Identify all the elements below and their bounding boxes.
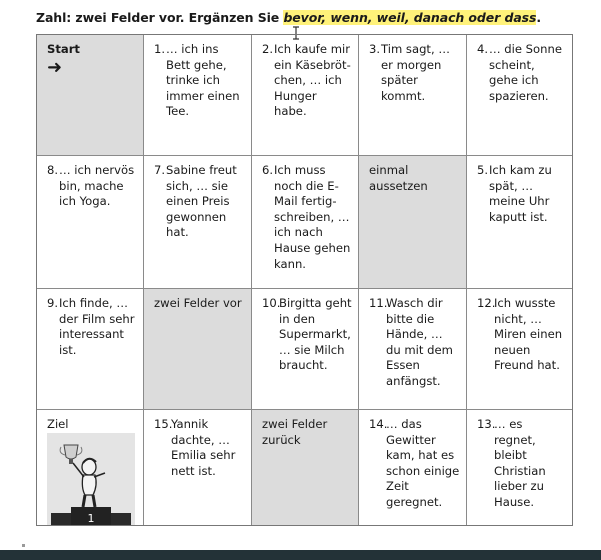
cell-start — [37, 35, 144, 156]
cell-2 — [252, 35, 359, 156]
cell-text: Wasch dir bitte die Hände, … du mit dem Essen anfängst. — [386, 296, 453, 388]
instruction-highlight-2: dass — [504, 10, 537, 25]
cell-11 — [359, 289, 467, 410]
cell-text: … die Sonne scheint, gehe ich spazieren. — [489, 42, 562, 103]
cell-number: 14. — [369, 417, 388, 431]
cell-text: Ich kam zu spät, … meine Uhr kaputt ist. — [489, 163, 552, 224]
instruction-prefix: Zahl: zwei Felder vor. Ergänzen Sie — [36, 10, 284, 25]
cell-goal — [37, 410, 144, 525]
instruction-suffix: . — [536, 10, 541, 25]
trophy-winner-icon — [47, 433, 135, 525]
podium-number: 1 — [87, 512, 95, 525]
cell-4 — [467, 35, 572, 156]
cell-number: 6. — [262, 163, 274, 177]
cell-text: Tim sagt, … er morgen später kommt. — [381, 42, 450, 103]
cell-number: 1. — [154, 42, 166, 56]
cell-number: 12. — [477, 296, 496, 310]
cell-skip-turn — [359, 156, 467, 289]
cell-text: … das Gewitter kam, hat es schon einige Zeit geregnet. — [386, 417, 460, 509]
cell-7 — [144, 156, 252, 289]
start-label: Start — [47, 42, 80, 56]
cell-number: 9. — [47, 296, 59, 310]
cell-number: 13. — [477, 417, 496, 431]
cell-number: 3. — [369, 42, 381, 56]
cell-text: zwei Felder zurück — [262, 417, 328, 447]
cell-text: Ich kaufe mir ein Käsebröt-chen, … ich Hunger habe. — [274, 42, 351, 119]
cell-two-forward — [144, 289, 252, 410]
cell-text: Birgitta geht in den Supermarkt, … sie Milch braucht. — [279, 296, 352, 373]
cell-text: zwei Felder vor — [154, 296, 242, 310]
cell-text: einmal aussetzen — [369, 163, 428, 193]
cell-text: … ich nervös bin, mache ich Yoga. — [59, 163, 135, 209]
cell-number: 15. — [154, 417, 173, 431]
cell-8 — [37, 156, 144, 289]
cell-number: 11. — [369, 296, 388, 310]
cell-text: Ich finde, … der Film sehr interessant ist. — [59, 296, 135, 357]
cell-13 — [467, 410, 572, 525]
cell-6 — [252, 156, 359, 289]
cell-text: … es regnet, bleibt Christian lieber zu Hause. — [494, 417, 546, 509]
cell-number: 2. — [262, 42, 274, 56]
cell-1 — [144, 35, 252, 156]
cell-text: Yannik dachte, … Emilia sehr nett ist. — [171, 417, 236, 478]
cell-9 — [37, 289, 144, 410]
cell-number: 5. — [477, 163, 489, 177]
instruction-highlight: bevor, wenn, weil, danach — [283, 10, 465, 25]
cell-12 — [467, 289, 572, 410]
cell-number: 4. — [477, 42, 489, 56]
goal-label: Ziel — [47, 417, 69, 431]
cell-5 — [467, 156, 572, 289]
cell-text: Sabine freut sich, … sie einen Preis gewonnen hat. — [166, 163, 237, 240]
page-marker — [22, 544, 25, 547]
cell-text: … ich ins Bett gehe, trinke ich immer einen Tee. — [166, 42, 240, 119]
arrow-right-icon: ➜ — [47, 56, 63, 78]
game-board — [36, 34, 573, 526]
instruction-text — [36, 10, 541, 25]
cell-number: 10. — [262, 296, 281, 310]
cell-3 — [359, 35, 467, 156]
cell-two-back — [252, 410, 359, 525]
cell-number: 8. — [47, 163, 59, 177]
winner-podium-image — [47, 433, 135, 525]
cell-15 — [144, 410, 252, 525]
taskbar-strip — [0, 550, 601, 560]
cell-10 — [252, 289, 359, 410]
cell-number: 7. — [154, 163, 166, 177]
cell-text: Ich wusste nicht, … Miren einen neuen Freund hat. — [494, 296, 563, 373]
cell-14 — [359, 410, 467, 525]
cell-text: Ich muss noch die E-Mail fertig-schreiben, … ich nach Hause gehen kann. — [274, 163, 351, 271]
instruction-mid: oder — [464, 10, 505, 25]
